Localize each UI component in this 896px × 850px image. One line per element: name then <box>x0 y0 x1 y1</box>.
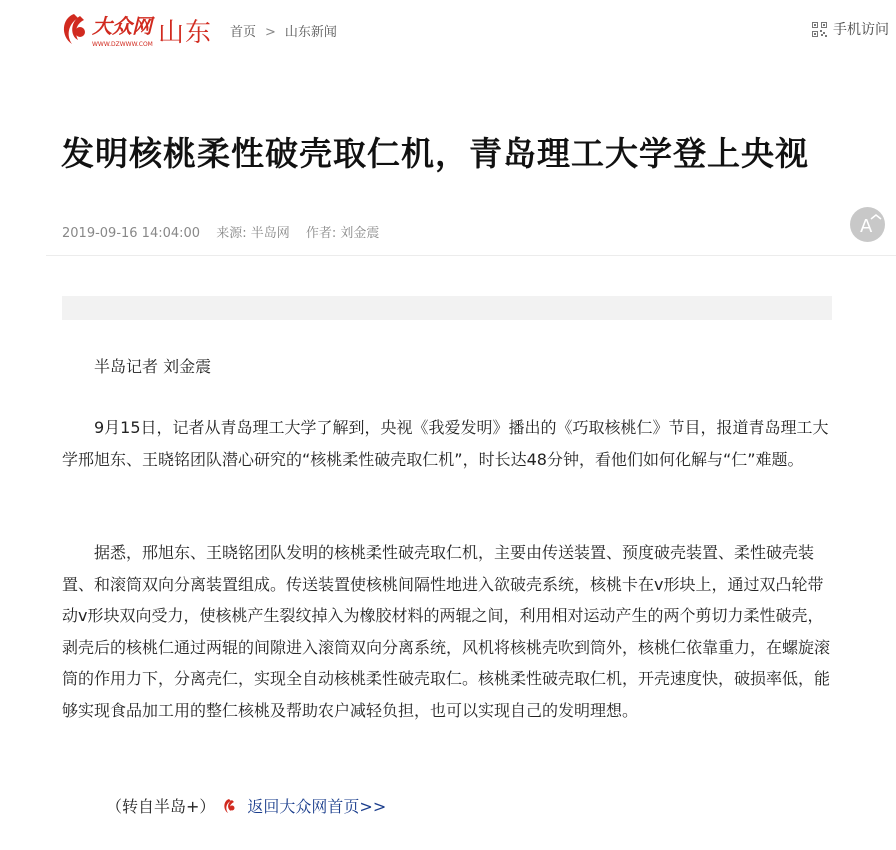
dzwww-mini-logo-icon <box>223 797 241 815</box>
footer-source: （转自半岛+） <box>106 797 216 816</box>
font-size-button[interactable] <box>850 207 885 242</box>
font-size-icon <box>850 207 885 242</box>
svg-text:A: A <box>860 216 873 237</box>
svg-text:WWW.DZWWW.COM: WWW.DZWWW.COM <box>92 41 153 48</box>
site-logo[interactable] <box>60 6 160 50</box>
publish-date: 2019-09-16 14:04:00 <box>62 226 201 241</box>
article-paragraph: 9月15日，记者从青岛理工大学了解到，央视《我爱发明》播出的《巧取核桃仁》节目，报道青岛理工大学邢旭东、王晓铭团队潜心研究的“核桃柔性破壳取仁机”，时长达48分钟，看他们如何化解与“仁”难题。 <box>62 418 829 469</box>
svg-text:大众网: 大众网 <box>92 14 152 38</box>
article-paragraph: 半岛记者 刘金震 <box>94 357 212 376</box>
region-label: 山东 <box>158 18 213 48</box>
article-paragraph: 据悉，邢旭东、王晓铭团队发明的核桃柔性破壳取仁机，主要由传送装置、预度破壳装置、柔性破壳装置、和滚筒双向分离装置组成。传送装置使核桃间隔性地进入欲破壳系统，核桃卡在v形块上，通过双凸轮带动v形块双向受力，使核桃产生裂纹掉入为橡胶材料的两辊之间，利用相对运动产生的两个剪切力柔性破壳，剥壳后的核桃仁通过两辊的间隙进入滚筒双向分离系统，风机将核桃壳吹到筒外，核桃仁依靠重力，在螺旋滚筒的作用力下，分离壳仁，实现全自动核桃柔性破壳取仁。核桃柔性破壳取仁机，开壳速度快，破损率低，能够实现食品加工用的整仁核桃及帮助农户减轻负担，也可以实现自己的发明理想。 <box>62 543 831 720</box>
dzwww-logo-icon <box>60 6 160 50</box>
placeholder-banner <box>62 296 832 320</box>
article-footer <box>106 794 386 817</box>
qr-code-icon <box>812 22 827 37</box>
top-bar <box>0 0 896 60</box>
article-source: 来源: 半岛网 <box>216 226 290 241</box>
header-divider <box>46 255 896 256</box>
breadcrumb-home[interactable]: 首页 <box>230 25 257 40</box>
article-meta <box>62 222 391 241</box>
back-to-home-link[interactable]: 返回大众网首页>> <box>247 797 387 816</box>
breadcrumb-shandong-news[interactable]: 山东新闻 <box>284 25 337 40</box>
mobile-access-label: 手机访问 <box>833 22 889 38</box>
breadcrumb <box>230 21 337 40</box>
article-title: 发明核桃柔性破壳取仁机，青岛理工大学登上央视 <box>61 134 809 173</box>
mobile-access-button[interactable] <box>812 19 889 39</box>
article-author: 作者: 刘金震 <box>305 226 380 241</box>
breadcrumb-separator: > <box>265 25 276 40</box>
